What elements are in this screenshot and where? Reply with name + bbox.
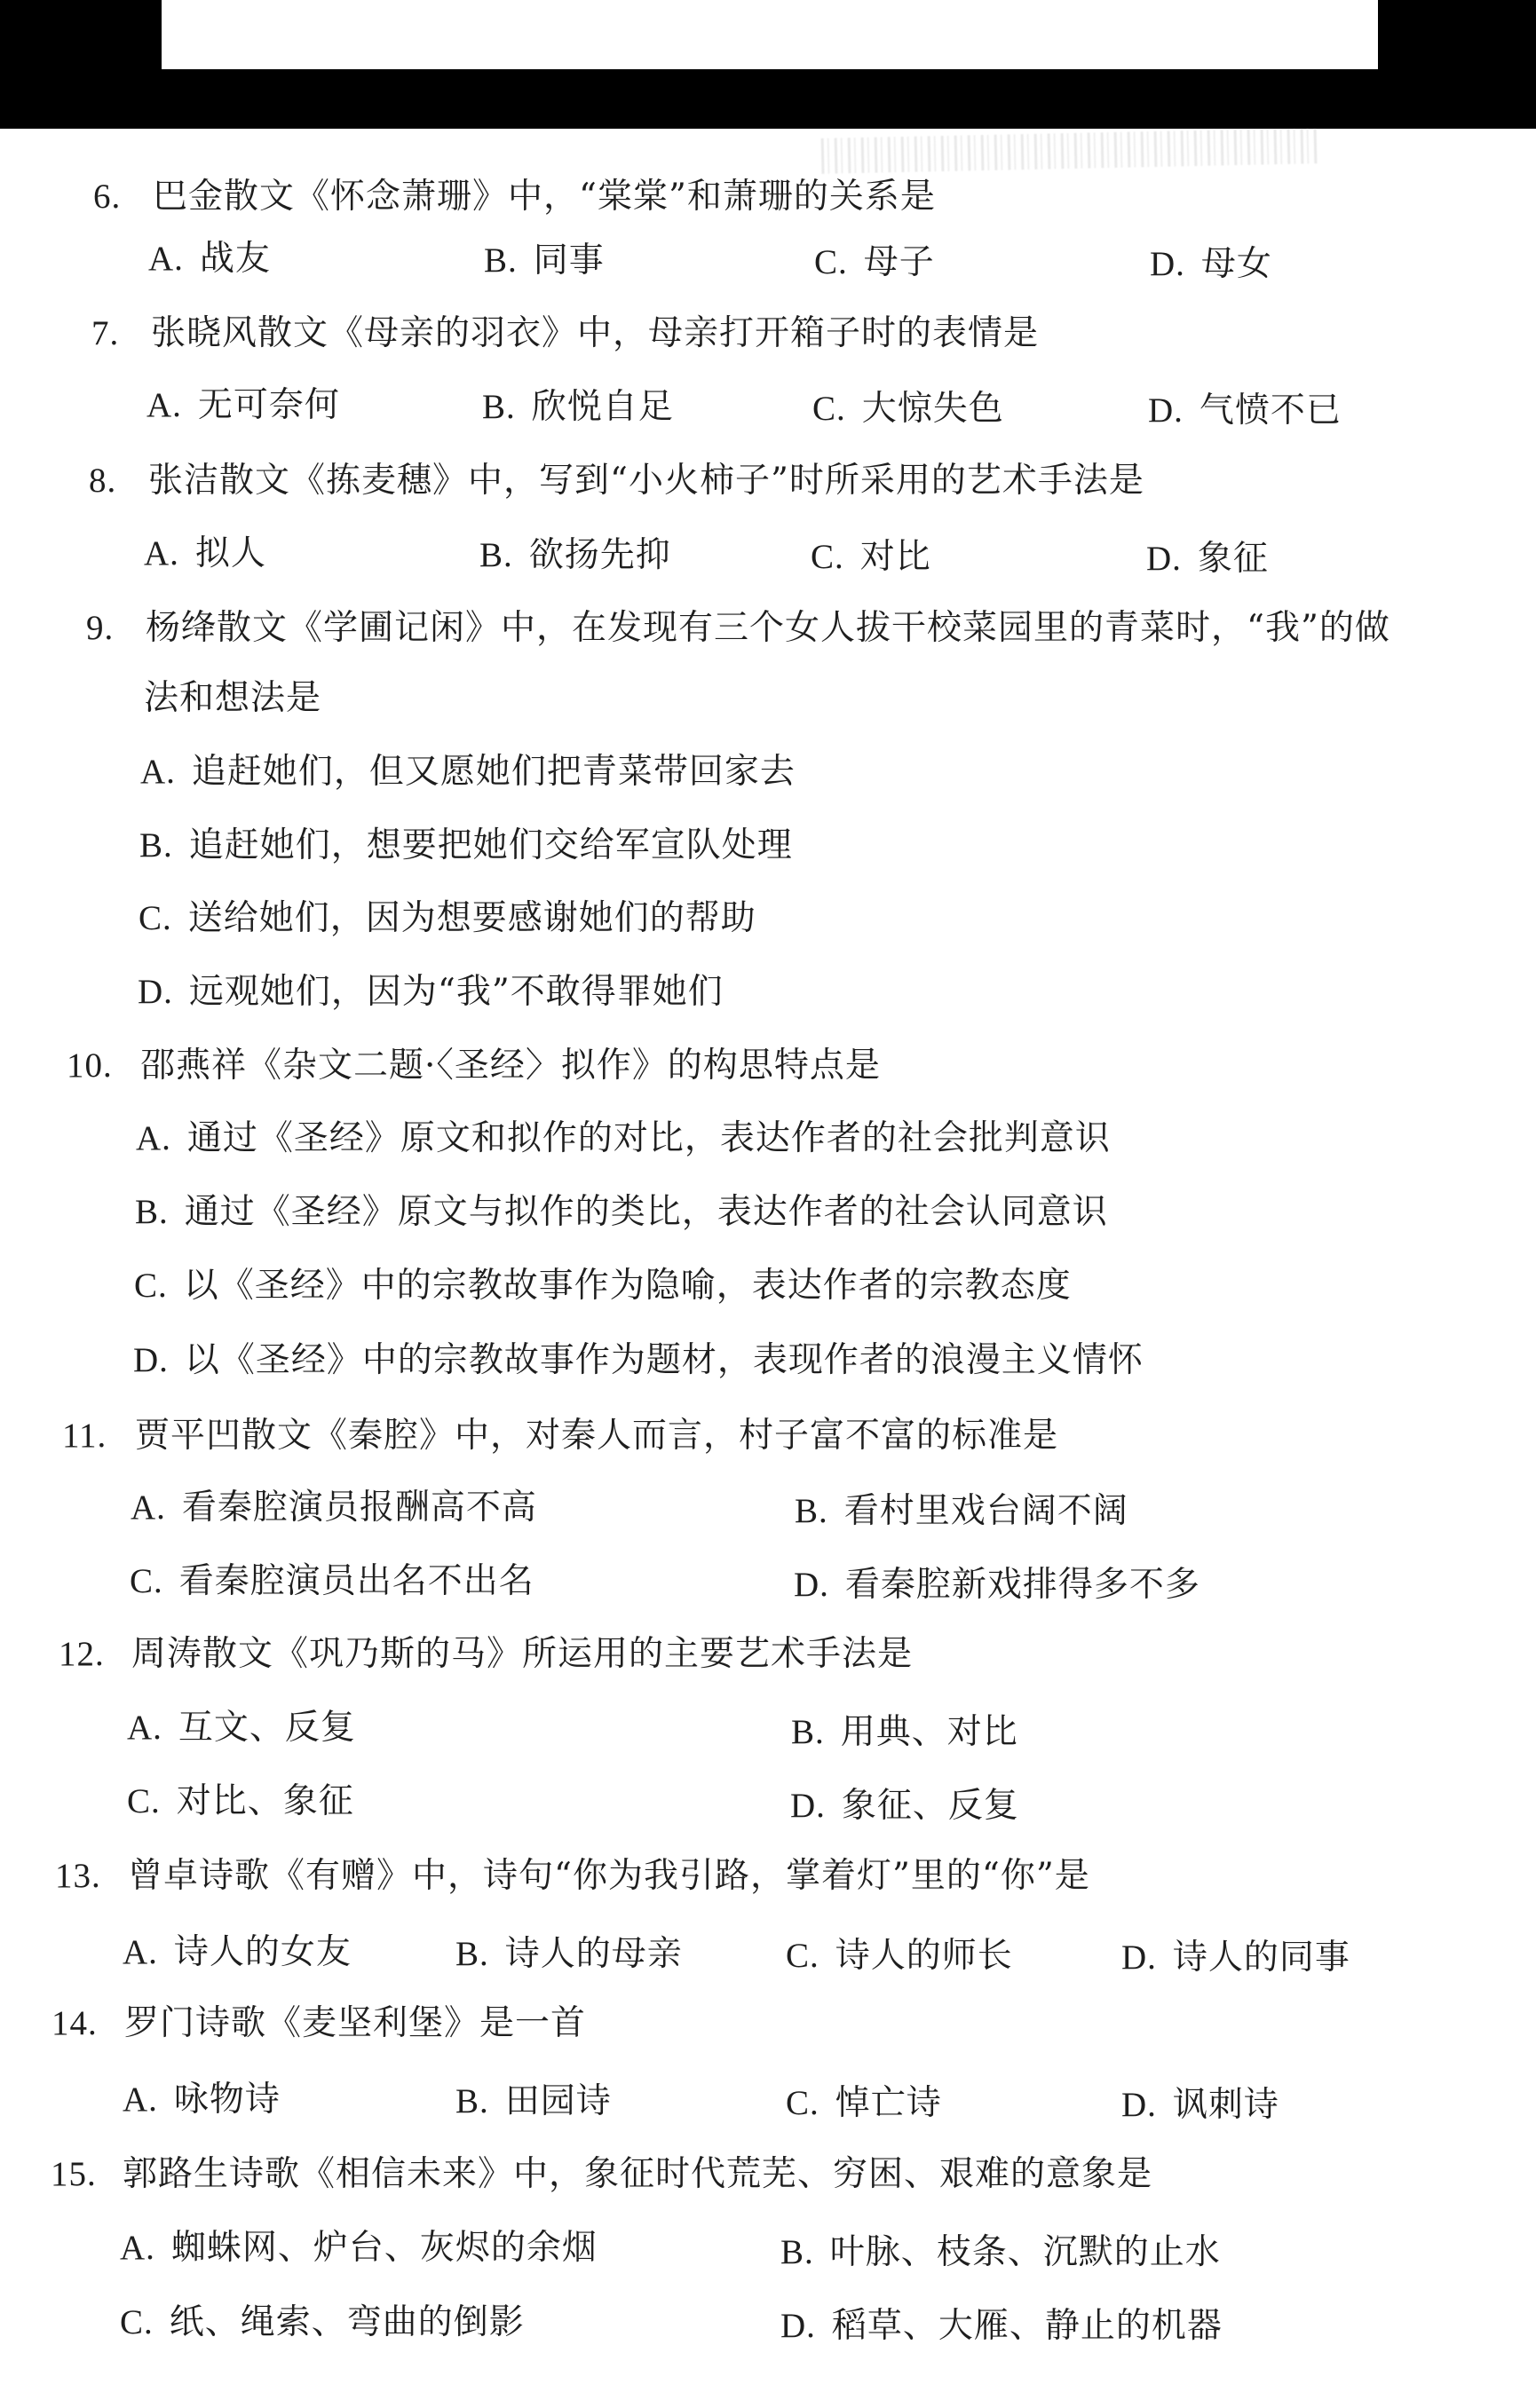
question-8-option-c xyxy=(811,536,931,579)
option-letter: A. xyxy=(136,1119,171,1157)
question-11-stem xyxy=(62,1415,1058,1457)
text: 无可奈何 xyxy=(197,385,340,425)
option-letter: A. xyxy=(120,2229,155,2267)
question-number: 10. xyxy=(67,1046,113,1085)
text: 杨绛散文《学圃记闲》中，在发现有三个女人拔干校菜园里的青菜时，“我”的做 xyxy=(146,608,1390,648)
text: 张洁散文《拣麦穗》中，写到“小火柿子”时所采用的艺术手法是 xyxy=(148,461,1144,501)
text: 看秦腔演员出名不出名 xyxy=(178,1561,534,1601)
option-letter: D. xyxy=(1148,391,1184,430)
question-9-option-b xyxy=(139,825,793,867)
option-letter: D. xyxy=(138,973,173,1011)
text: 拟人 xyxy=(194,533,266,573)
option-letter: B. xyxy=(135,1193,169,1231)
header-blank-box xyxy=(162,0,1378,69)
option-letter: C. xyxy=(786,2084,819,2122)
option-letter: A. xyxy=(127,1709,162,1747)
question-8-option-d xyxy=(1146,538,1269,580)
option-letter: A. xyxy=(140,753,176,791)
question-12-stem xyxy=(59,1633,913,1676)
option-letter: D. xyxy=(780,2307,816,2345)
question-6-stem xyxy=(93,176,936,218)
text: 诗人的女友 xyxy=(173,1932,352,1972)
question-15-option-d xyxy=(780,2305,1223,2348)
question-number: 14. xyxy=(51,2004,98,2042)
question-12-option-d xyxy=(790,1785,1019,1828)
question-number: 11. xyxy=(62,1417,107,1455)
question-7-option-d xyxy=(1148,390,1342,432)
option-letter: A. xyxy=(123,2080,158,2119)
text: 邵燕祥《杂文二题·〈圣经〉拟作》的构思特点是 xyxy=(140,1046,881,1086)
text: 咏物诗 xyxy=(173,2080,281,2120)
text: 母子 xyxy=(863,242,935,282)
question-14-option-a xyxy=(123,2079,281,2121)
text: 罗门诗歌《麦坚利堡》是一首 xyxy=(124,2003,587,2043)
question-11-option-c xyxy=(130,1560,534,1603)
text: 对比、象征 xyxy=(176,1781,354,1821)
text: 张晓风散文《母亲的羽衣》中，母亲打开箱子时的表情是 xyxy=(151,313,1040,353)
question-7-option-c xyxy=(812,388,1004,430)
question-7-stem xyxy=(91,312,1039,355)
text: 追赶她们，但又愿她们把青菜带回家去 xyxy=(191,752,796,792)
text: 远观她们，因为“我”不敢得罪她们 xyxy=(188,972,724,1012)
text: 通过《圣经》原文与拟作的类比，表达作者的社会认同意识 xyxy=(184,1192,1108,1232)
question-13-option-d xyxy=(1121,1937,1350,1979)
question-13-option-a xyxy=(123,1931,352,1974)
question-13-stem xyxy=(55,1855,1090,1898)
option-letter: B. xyxy=(795,1492,828,1530)
text: 对比 xyxy=(859,537,931,577)
question-14-stem xyxy=(51,2002,586,2045)
text: 以《圣经》中的宗教故事作为题材，表现作者的浪漫主义情怀 xyxy=(184,1340,1144,1380)
text: 诗人的同事 xyxy=(1172,1938,1350,1978)
question-15-option-c xyxy=(120,2301,525,2344)
text: 象征 xyxy=(1197,539,1269,579)
option-letter: D. xyxy=(133,1341,169,1379)
text: 悼亡诗 xyxy=(835,2083,942,2123)
text: 母女 xyxy=(1200,244,1272,284)
question-6-option-c xyxy=(814,241,935,284)
option-letter: A. xyxy=(148,240,184,278)
option-letter: C. xyxy=(139,899,172,937)
option-letter: A. xyxy=(144,534,179,572)
question-number: 12. xyxy=(59,1635,105,1673)
question-number: 9. xyxy=(86,609,115,647)
text: 巴金散文《怀念萧珊》中，“棠棠”和萧珊的关系是 xyxy=(153,177,936,217)
text: 周涛散文《巩乃斯的马》所运用的主要艺术手法是 xyxy=(131,1634,914,1674)
option-letter: B. xyxy=(139,826,173,865)
text: 蜘蛛网、炉台、灰烬的余烟 xyxy=(170,2228,598,2268)
text: 通过《圣经》原文和拟作的对比，表达作者的社会批判意识 xyxy=(186,1118,1111,1158)
question-14-option-d xyxy=(1121,2084,1279,2127)
question-8-option-b xyxy=(479,534,671,577)
text: 看村里戏台阔不阔 xyxy=(843,1491,1128,1531)
question-12-option-b xyxy=(791,1711,1018,1754)
option-letter: C. xyxy=(127,1782,161,1820)
question-15-option-a xyxy=(120,2227,598,2270)
text: 气愤不已 xyxy=(1199,391,1342,430)
question-9-option-d xyxy=(138,971,724,1014)
option-letter: C. xyxy=(130,1562,163,1600)
question-12-option-a xyxy=(127,1707,356,1749)
text: 田园诗 xyxy=(504,2081,612,2121)
question-13-option-c xyxy=(786,1935,1013,1978)
text: 象征、反复 xyxy=(841,1786,1019,1826)
option-letter: D. xyxy=(1121,1938,1157,1977)
option-letter: C. xyxy=(134,1267,168,1305)
text: 叶脉、枝条、沉默的止水 xyxy=(829,2232,1221,2272)
text: 诗人的师长 xyxy=(835,1936,1013,1976)
text: 以《圣经》中的宗教故事作为隐喻，表达作者的宗教态度 xyxy=(183,1266,1072,1306)
text: 欣悦自足 xyxy=(531,387,674,427)
option-letter: D. xyxy=(790,1787,826,1825)
text: 战友 xyxy=(199,239,271,279)
text: 稻草、大雁、静止的机器 xyxy=(831,2306,1223,2346)
question-6-option-a xyxy=(148,238,271,280)
text: 纸、绳索、弯曲的倒影 xyxy=(169,2302,525,2342)
text: 欲扬先抑 xyxy=(528,535,671,575)
text: 郭路生诗歌《相信未来》中，象征时代荒芜、穷困、艰难的意象是 xyxy=(123,2154,1153,2194)
question-8-stem xyxy=(89,460,1144,502)
question-number: 13. xyxy=(55,1857,101,1895)
question-14-option-c xyxy=(786,2082,942,2125)
text: 贾平凹散文《秦腔》中，对秦人而言，村子富不富的标准是 xyxy=(135,1416,1059,1456)
option-letter: B. xyxy=(791,1713,825,1751)
question-15-option-b xyxy=(780,2231,1221,2274)
option-letter: D. xyxy=(794,1566,829,1604)
option-letter: C. xyxy=(786,1937,819,1975)
scan-bleed-through xyxy=(821,128,1319,174)
question-10-stem xyxy=(67,1045,881,1087)
question-7-option-a xyxy=(146,384,340,427)
text: 用典、对比 xyxy=(840,1712,1018,1752)
text: 诗人的母亲 xyxy=(504,1934,683,1974)
question-10-option-d xyxy=(133,1339,1144,1382)
option-letter: B. xyxy=(482,388,516,426)
option-letter: C. xyxy=(814,243,848,281)
question-10-option-a xyxy=(136,1117,1111,1160)
question-11-option-b xyxy=(795,1490,1128,1533)
option-letter: B. xyxy=(455,2082,489,2120)
question-9-option-c xyxy=(139,897,756,940)
option-letter: B. xyxy=(479,536,513,574)
option-letter: C. xyxy=(120,2303,154,2341)
option-letter: D. xyxy=(1146,540,1182,578)
text: 法和想法是 xyxy=(144,678,322,718)
question-number: 7. xyxy=(91,314,120,352)
question-8-option-a xyxy=(144,533,266,575)
option-letter: B. xyxy=(780,2233,814,2271)
text: 同事 xyxy=(533,241,605,280)
option-letter: B. xyxy=(484,241,518,280)
option-letter: A. xyxy=(123,1933,158,1971)
question-number: 6. xyxy=(93,178,122,216)
option-letter: A. xyxy=(131,1488,166,1527)
option-letter: B. xyxy=(455,1935,489,1973)
text: 互文、反复 xyxy=(178,1708,356,1748)
text: 追赶她们，想要把她们交给军宣队处理 xyxy=(188,825,793,865)
text: 看秦腔新戏排得多不多 xyxy=(844,1565,1200,1605)
option-letter: D. xyxy=(1150,245,1185,283)
question-11-option-a xyxy=(131,1487,537,1529)
question-7-option-b xyxy=(482,386,674,429)
question-10-option-c xyxy=(134,1265,1072,1307)
question-15-stem xyxy=(51,2153,1152,2196)
question-number: 15. xyxy=(51,2155,97,2193)
question-9-stem-line2 xyxy=(144,677,321,720)
text: 送给她们，因为想要感谢她们的帮助 xyxy=(187,898,756,938)
text: 讽刺诗 xyxy=(1172,2085,1279,2125)
option-letter: C. xyxy=(812,390,846,428)
question-10-option-b xyxy=(135,1191,1108,1234)
question-14-option-b xyxy=(455,2080,612,2123)
question-9-option-a xyxy=(140,751,796,793)
option-letter: D. xyxy=(1121,2086,1157,2124)
text: 大惊失色 xyxy=(861,389,1004,429)
question-6-option-d xyxy=(1150,243,1272,286)
option-letter: A. xyxy=(146,386,182,424)
question-13-option-b xyxy=(455,1933,683,1976)
text: 看秦腔演员报酬高不高 xyxy=(181,1488,537,1528)
option-letter: C. xyxy=(811,538,844,576)
question-12-option-c xyxy=(127,1780,354,1823)
question-number: 8. xyxy=(89,462,117,500)
question-11-option-d xyxy=(794,1564,1200,1607)
question-9-stem xyxy=(86,607,1390,650)
text: 曾卓诗歌《有赠》中，诗句“你为我引路，掌着灯”里的“你”是 xyxy=(128,1856,1090,1896)
question-6-option-b xyxy=(484,240,605,282)
